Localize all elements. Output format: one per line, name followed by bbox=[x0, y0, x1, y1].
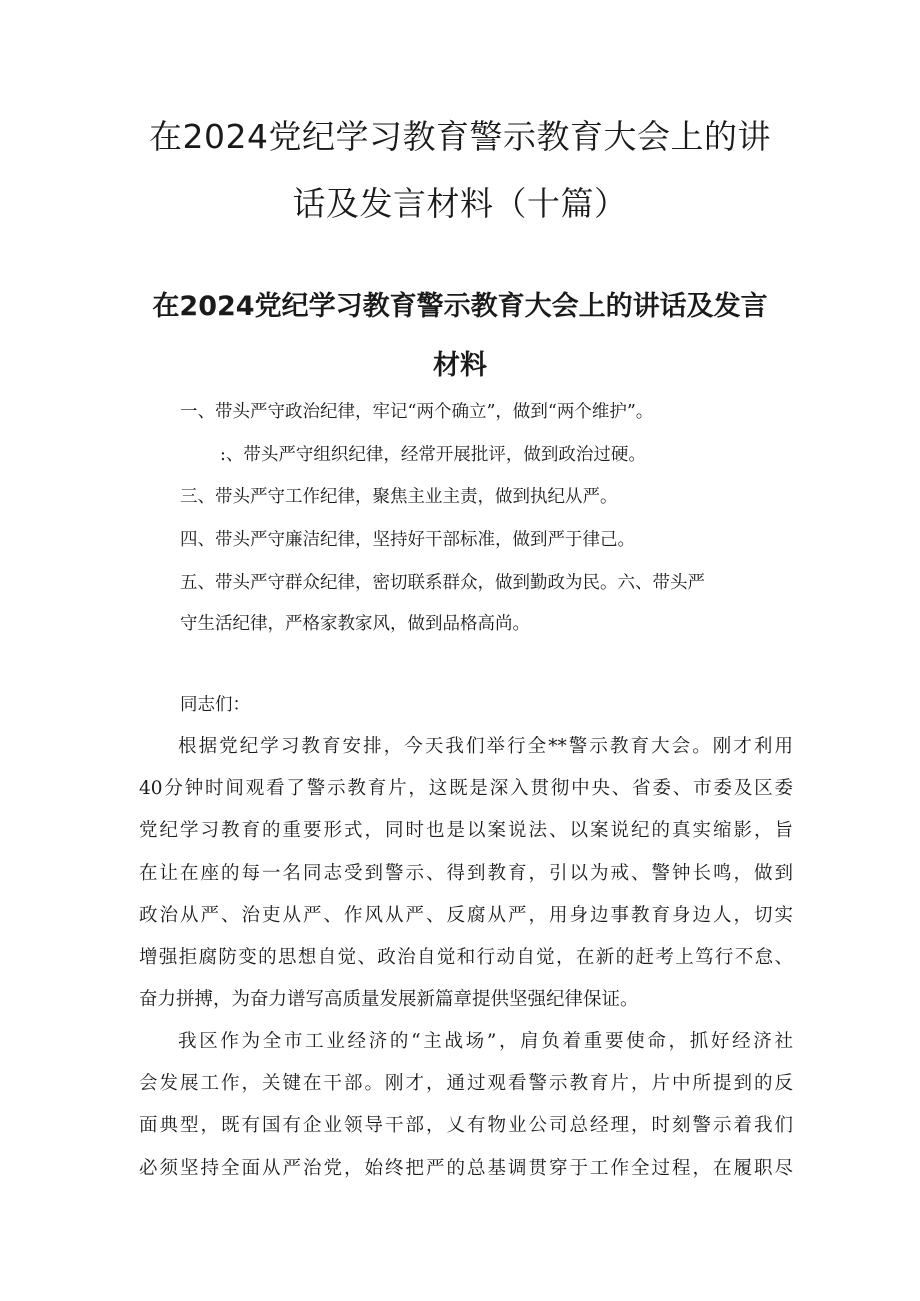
section-title-line-1: 在2024党纪学习教育警示教育大会上的讲话及发言 bbox=[152, 291, 768, 322]
section-title-line-2: 材料 bbox=[433, 350, 487, 381]
paragraph-2-line-3: 面典型，既有国有企业领导干部，乂有物业公司总经理，时刻警示着我们 bbox=[139, 1115, 793, 1136]
outline-item-3: 三、带头严守工作纪律，聚焦主业主责，做到执纪从严。 bbox=[180, 487, 618, 507]
document-title-line-1: 在2024党纪学习教育警示教育大会上的讲 bbox=[149, 117, 771, 156]
document-title-line-2: 话及发言材料（十篇） bbox=[292, 184, 628, 223]
outline-item-2: :、带头严守组织纪律，经常开展批评，做到政治过硬。 bbox=[220, 445, 646, 465]
paragraph-2-line-2: 会发展工作，关键在干部。刚才，通过观看警示教育片，片中所提到的反 bbox=[139, 1073, 793, 1094]
paragraph-1-line-4: 在让在座的每一名同志受到警示、得到教育，引以为戒、警钟长鸣，做到 bbox=[139, 863, 793, 884]
paragraph-1-line-6: 增强拒腐防变的思想自觉、政治自觉和行动自觉，在新的赶考上笃行不怠、 bbox=[139, 947, 793, 968]
paragraph-2-line-4: 必须坚持全面从严治党，始终把严的总基调贯穿于工作全过程，在履职尽 bbox=[139, 1158, 793, 1179]
paragraph-1-line-2: 40分钟时间观看了警示教育片，这既是深入贯彻中央、省委、市委及区委 bbox=[139, 778, 793, 799]
outline-item-1: 一、带头严守政治纪律，牢记“两个确立”，做到“两个维护”。 bbox=[180, 402, 654, 422]
paragraph-2-line-1: 我区作为全市工业经济的“主战场”，肩负着重要使命，抓好经济社 bbox=[178, 1031, 793, 1052]
outline-item-6: 守生活纪律，严格家教家风，做到品格高尚。 bbox=[180, 614, 530, 634]
outline-item-4: 四、带头严守廉洁纪律，坚持好干部标准，做到严于律己。 bbox=[180, 530, 635, 550]
paragraph-1-line-7: 奋力拼搏，为奋力谱写高质量发展新篇章提供坚强纪律保证。 bbox=[139, 989, 639, 1010]
paragraph-1-line-1: 根据党纪学习教育安排，今天我们举行全**警示教育大会。刚才利用 bbox=[178, 736, 793, 757]
paragraph-1-line-5: 政治从严、治吏从严、作风从严、反腐从严，用身边事教育身边人，切实 bbox=[139, 905, 793, 926]
paragraph-1-line-3: 党纪学习教育的重要形式，同时也是以案说法、以案说纪的真实缩影，旨 bbox=[139, 820, 793, 841]
outline-item-5: 五、带头严守群众纪律，密切联系群众，做到勤政为民。六、带头严 bbox=[180, 573, 705, 593]
salutation: 同志们： bbox=[180, 695, 250, 715]
